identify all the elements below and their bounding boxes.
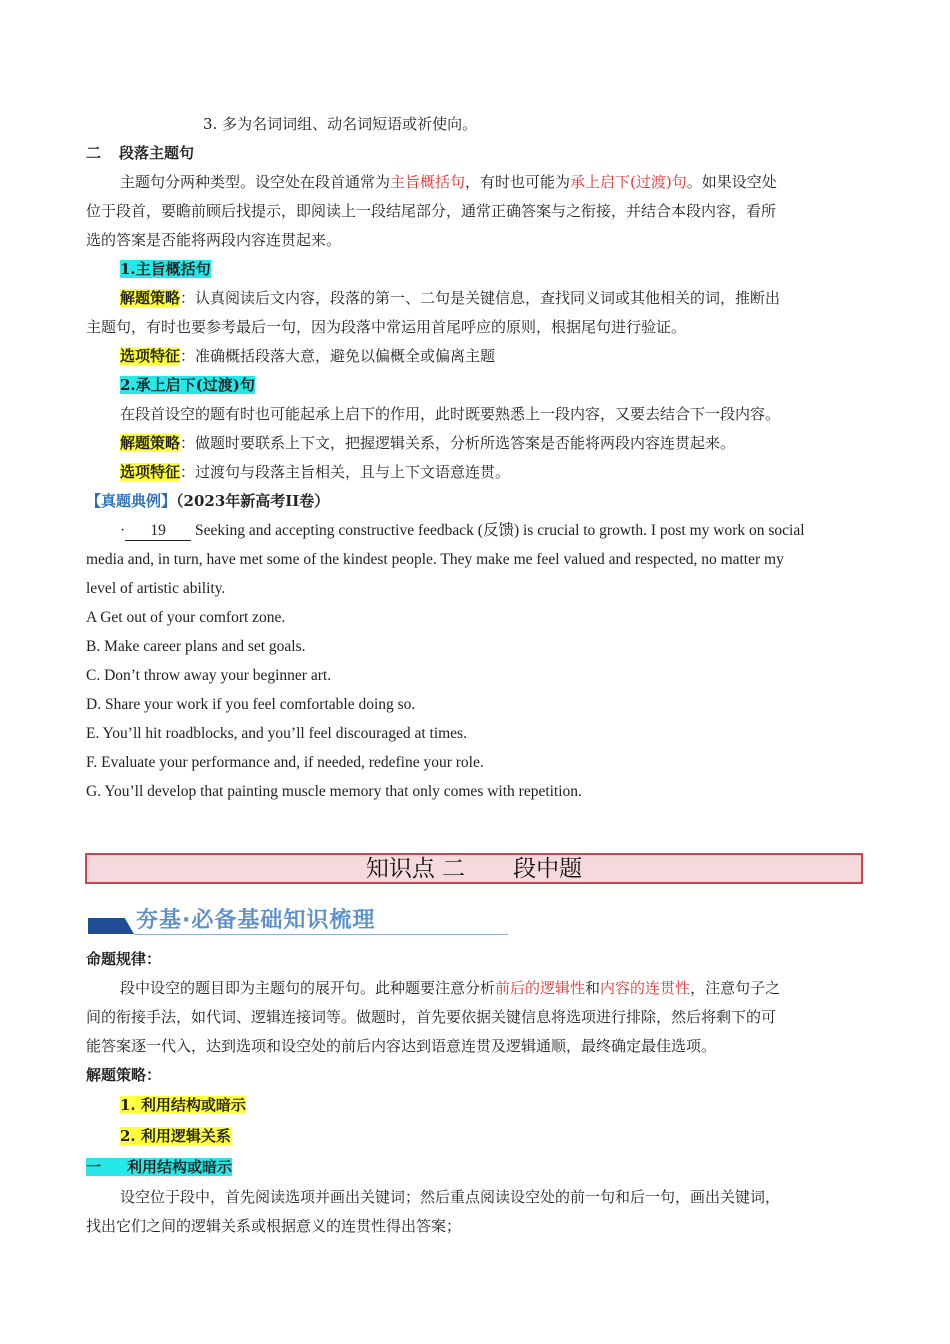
feature-text: ：准确概括段落大意，避免以偏概全或偏离主题 — [180, 347, 496, 365]
passage-line-3: level of artistic ability. — [86, 580, 226, 597]
strategy-text: ：认真阅读后文内容，段落的第一、二句是关键信息，查找同义词或其他相关的词，推断出 — [180, 289, 781, 307]
sub1-feature — [86, 342, 866, 371]
subsection-heading-1 — [86, 1152, 866, 1183]
section-title: 段落主题句 — [119, 144, 195, 162]
sub2-desc: 在段首设空的题有时也可能起承上启下的作用，此时既要熟悉上一段内容，又要去结合下一段内容。 — [120, 405, 781, 423]
knowledge-point-banner — [85, 853, 863, 884]
strategy-label: 解题策略 — [120, 289, 181, 307]
example-heading — [86, 487, 866, 516]
subheading-1 — [86, 255, 866, 284]
strategy-text: ：做题时要联系上下文，把握逻辑关系，分析所选答案是否能将两段内容连贯起来。 — [180, 434, 736, 452]
rule-line-1 — [86, 974, 866, 1003]
section-heading-2 — [86, 139, 866, 168]
intro-line-3: 选的答案是否能将两段内容连贯起来。 — [86, 231, 342, 249]
intro-text: 。如果设空处 — [686, 173, 777, 191]
section-banner — [88, 903, 510, 937]
options-list — [86, 603, 866, 806]
passage-text: Seeking and accepting constructive feedback (反馈) is crucial to growth. I post my work on social — [191, 522, 805, 539]
sec1-line-2: 找出它们之间的逻辑关系或根据意义的连贯性得出答案； — [86, 1217, 462, 1235]
strategy-heading: 解题策略： — [86, 1066, 162, 1084]
example-source: （2023年新高考II卷） — [176, 492, 330, 510]
option-g: G. You’ll develop that painting muscle memory that only comes with repetition. — [86, 783, 582, 800]
rule-label: 命题规律： — [86, 950, 162, 968]
intro-line-1 — [86, 168, 866, 197]
example-label: 【真题典例】 — [86, 492, 177, 510]
subsection-title: 利用结构或暗示 — [127, 1158, 233, 1176]
feature-text: ：过渡句与段落主旨相关，且与上下文语意连贯。 — [180, 463, 511, 481]
option-c: C. Don’t throw away your beginner art. — [86, 667, 332, 684]
rule-line-3: 能答案逐一代入，达到选项和设空处的前后内容达到语意连贯及逻辑通顺，最终确定最佳选项。 — [86, 1037, 717, 1055]
knowledge-point-label: 知识点 二 — [365, 856, 466, 882]
subheading-label: 2.承上启下(过渡)句 — [120, 376, 255, 394]
sub1-strategy-line-2: 主题句，有时也要参考最后一句，因为段落中常运用首尾呼应的原则，根据尾句进行验证。 — [86, 318, 687, 336]
rule-line-2: 间的衔接手法，如代词、逻辑连接词等。做题时，首先要依据关键信息将选项进行排除，然后将剩下的可 — [86, 1008, 777, 1026]
intro-line-2: 位于段首，要瞻前顾后找提示，即阅读上一段结尾部分，通常正确答案与之衔接，并结合本段内容，看所 — [86, 202, 777, 220]
sub1-strategy-line-1 — [86, 284, 866, 313]
part1-section — [86, 110, 866, 806]
sub2-strategy — [86, 429, 866, 458]
sec1-line-1: 设空位于段中，首先阅读选项并画出关键词；然后重点阅读设空处的前一句和后一句，画出关键词， — [120, 1188, 781, 1206]
strategy-item-2 — [86, 1121, 866, 1152]
banner-bar-icon — [88, 918, 134, 934]
answer-blank[interactable]: 19 — [125, 522, 191, 541]
banner-title: 夯基·必备基础知识梳理 — [136, 908, 376, 933]
option-f: F. Evaluate your performance and, if needed, redefine your role. — [86, 754, 484, 771]
highlight-red-text: 内容的连贯性 — [600, 979, 691, 997]
feature-label: 选项特征 — [120, 347, 181, 365]
option-d: D. Share your work if you feel comfortable doing so. — [86, 696, 416, 713]
rule-text: ，注意句子之 — [690, 979, 781, 997]
rule-text: 段中设空的题目即为主题句的展开句。此种题要注意分析 — [120, 979, 496, 997]
strategy-item-1 — [86, 1090, 866, 1121]
subheading-label: 1.主旨概括句 — [120, 260, 211, 278]
highlight-red-text: 承上启下(过渡)句 — [570, 173, 687, 191]
passage-line-2: media and, in turn, have met some of the kindest people. They make me feel valued and respected, no matter my — [86, 551, 784, 568]
strategy-item-label: 1. 利用结构或暗示 — [120, 1096, 246, 1114]
strategy-label: 解题策略 — [120, 434, 181, 452]
section-number: 二 — [86, 144, 102, 162]
intro-text: ，有时也可能为 — [465, 173, 571, 191]
sub2-feature — [86, 458, 866, 487]
option-a: A Get out of your comfort zone. — [86, 609, 286, 626]
strategy-item-label: 2. 利用逻辑关系 — [120, 1127, 231, 1145]
option-b: B. Make career plans and set goals. — [86, 638, 306, 655]
subsection-number: 一 — [86, 1158, 102, 1176]
rule-text: 和 — [585, 979, 601, 997]
feature-label: 选项特征 — [120, 463, 181, 481]
passage-line-1 — [86, 516, 866, 545]
list-item-3: 3. 多为名词词组、动名词短语或祈使向。 — [203, 115, 478, 133]
bullet-dot: · — [120, 522, 126, 539]
intro-text: 主题句分两种类型。设空处在段首通常为 — [120, 173, 391, 191]
highlight-red-text: 前后的逻辑性 — [495, 979, 586, 997]
subheading-2 — [86, 371, 866, 400]
option-e: E. You’ll hit roadblocks, and you’ll feel discouraged at times. — [86, 725, 467, 742]
banner-underline — [134, 934, 508, 935]
knowledge-point-title: 段中题 — [513, 856, 583, 882]
part2-section — [86, 945, 866, 1241]
subsection-heading-label — [86, 1158, 232, 1176]
highlight-red-text: 主旨概括句 — [390, 173, 466, 191]
